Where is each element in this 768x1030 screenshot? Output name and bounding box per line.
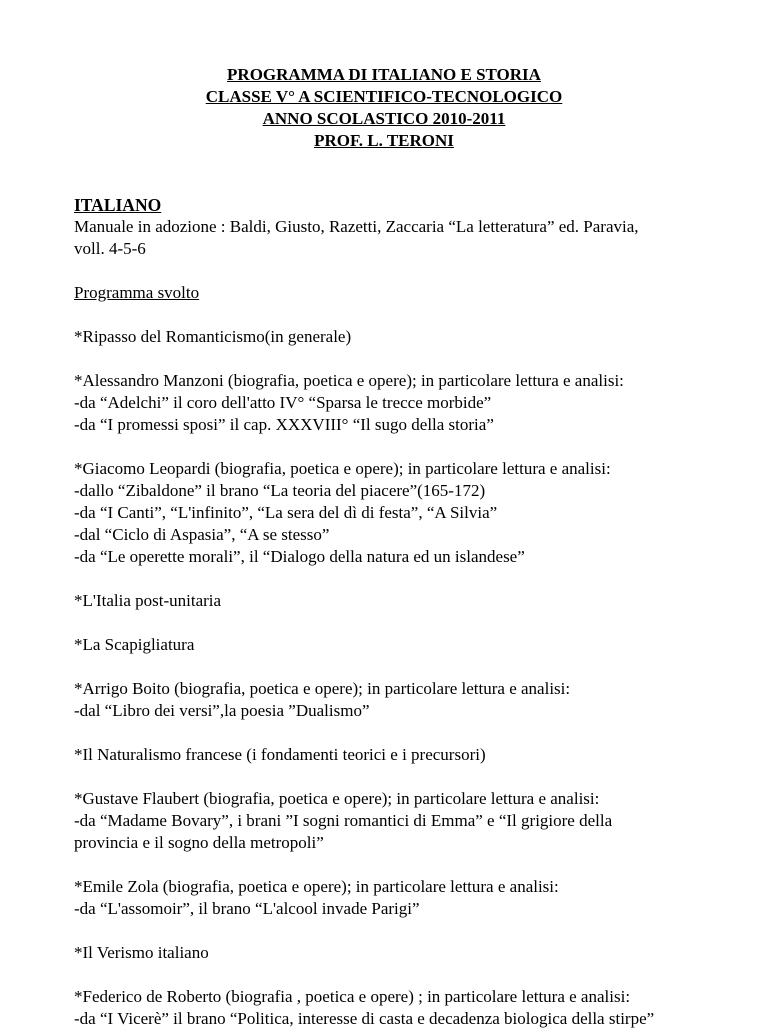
paragraph-heading-line: *Alessandro Manzoni (biografia, poetica e opere); in particolare lettura e analisi: <box>74 371 624 390</box>
paragraph-heading-line: *Federico de Roberto (biografia , poetica e opere) ; in particolare lettura e analisi: <box>74 987 631 1006</box>
program-paragraph <box>74 678 754 722</box>
program-paragraph <box>74 744 754 766</box>
paragraph-detail-line: -da “Madame Bovary”, i brani ”I sogni romantici di Emma” e “Il grigiore della <box>74 811 613 830</box>
programma-block <box>74 282 754 304</box>
manual-line: Manuale in adozione : Baldi, Giusto, Razetti, Zaccaria “La letteratura” ed. Paravia, <box>74 217 639 236</box>
paragraph-heading-line: *Giacomo Leopardi (biografia, poetica e opere); in particolare lettura e analisi: <box>74 459 611 478</box>
paragraph-heading-line: *Il Naturalismo francese (i fondamenti teorici e i precursori) <box>74 745 486 764</box>
paragraph-detail-line: -dal “Ciclo di Aspasia”, “A se stesso” <box>74 525 330 544</box>
program-paragraph <box>74 590 754 612</box>
document-page <box>74 64 754 1030</box>
program-paragraphs <box>74 326 754 1030</box>
paragraph-detail-line: -dallo “Zibaldone” il brano “La teoria del piacere”(165-172) <box>74 481 486 500</box>
paragraph-detail-line: -dal “Libro dei versi”,la poesia ”Dualismo” <box>74 701 370 720</box>
paragraph-detail-line: -da “I promessi sposi” il cap. XXXVIII° “Il sugo della storia” <box>74 415 494 434</box>
title-line: CLASSE V° A SCIENTIFICO-TECNOLOGICO <box>205 87 563 106</box>
program-paragraph <box>74 942 754 964</box>
paragraph-detail-line: provincia e il sogno della metropoli” <box>74 833 324 852</box>
program-paragraph <box>74 458 754 568</box>
section-heading: ITALIANO <box>74 195 162 215</box>
program-paragraph <box>74 370 754 436</box>
paragraph-heading-line: *Arrigo Boito (biografia, poetica e opere); in particolare lettura e analisi: <box>74 679 571 698</box>
manual-line: voll. 4-5-6 <box>74 239 146 258</box>
title-line: PROF. L. TERONI <box>314 131 454 150</box>
paragraph-detail-line: -da “I Canti”, “L'infinito”, “La sera del dì di festa”, “A Silvia” <box>74 503 498 522</box>
document-title <box>0 64 768 152</box>
paragraph-heading-line: *Ripasso del Romanticismo(in generale) <box>74 327 352 346</box>
paragraph-heading-line: *Il Verismo italiano <box>74 943 209 962</box>
title-line: ANNO SCOLASTICO 2010-2011 <box>262 109 506 128</box>
paragraph-detail-line: -da “L'assomoir”, il brano “L'alcool invade Parigi” <box>74 899 420 918</box>
paragraph-heading-line: *La Scapigliatura <box>74 635 195 654</box>
paragraph-detail-line: -da “Le operette morali”, il “Dialogo della natura ed un islandese” <box>74 547 525 566</box>
program-paragraph <box>74 634 754 656</box>
program-paragraph <box>74 326 754 348</box>
paragraph-detail-line: -da “I Vicerè” il brano “Politica, interesse di casta e decadenza biologica della stirpe” <box>74 1009 655 1028</box>
program-paragraph <box>74 876 754 920</box>
programma-label: Programma svolto <box>74 283 200 302</box>
title-line: PROGRAMMA DI ITALIANO E STORIA <box>227 65 541 84</box>
program-paragraph <box>74 986 754 1030</box>
program-paragraph <box>74 788 754 854</box>
paragraph-heading-line: *Gustave Flaubert (biografia, poetica e opere); in particolare lettura e analisi: <box>74 789 600 808</box>
paragraph-heading-line: *Emile Zola (biografia, poetica e opere); in particolare lettura e analisi: <box>74 877 559 896</box>
paragraph-detail-line: -da “Adelchi” il coro dell'atto IV° “Sparsa le trecce morbide” <box>74 393 492 412</box>
paragraph-heading-line: *L'Italia post-unitaria <box>74 591 222 610</box>
